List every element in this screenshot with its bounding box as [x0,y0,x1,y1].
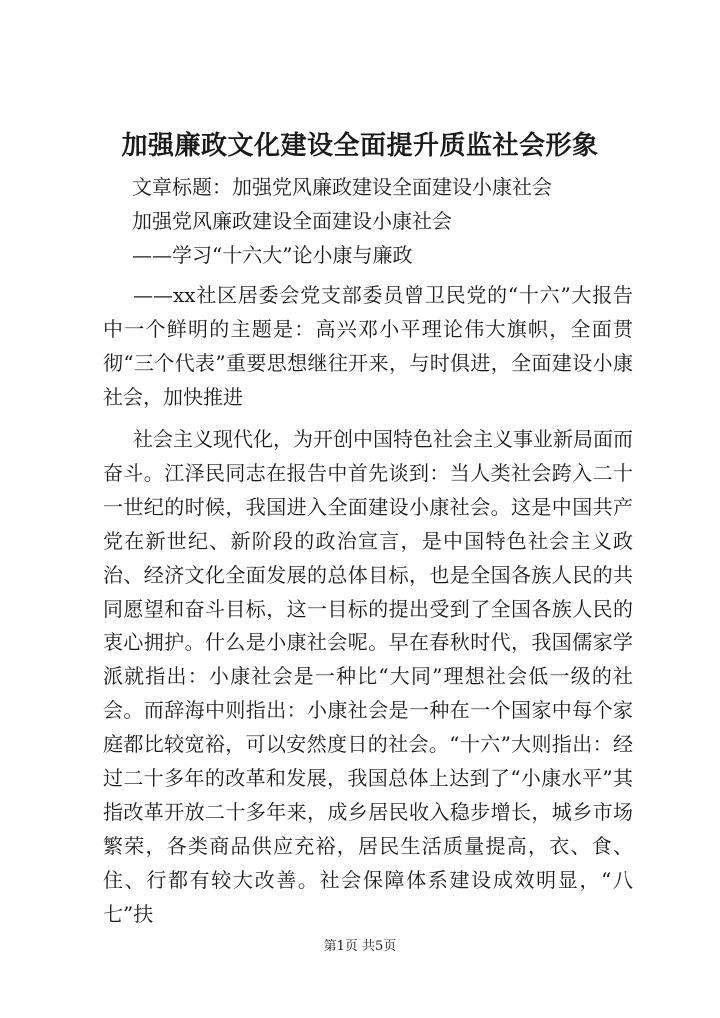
page-footer: 第1页 共5页 [323,939,397,954]
subheading: ——学习“十六大”论小康与廉政 [132,243,413,267]
paragraph-2: 社会主义现代化，为开创中国特色社会主义事业新局面而奋斗。江泽民同志在报告中首先谈到：当人类社会跨入二十一世纪的时候，我国进入全面建设小康社会。这是中国共产党在新世纪、新阶段的政治宣言，是中国特色社会主义政治、经济文化全面发展的总体目标，也是全国各族人民的共同愿望和奋斗目标，这一目标的提出受到了全国各族人民的衷心拥护。什么是小康社会呢。早在春秋时代，我国儒家学派就指出：小康社会是一种比“大同”理想社会低一级的社会。而辞海中则指出：小康社会是一种在一个国家中每个家庭都比较宽裕，可以安然度日的社会。“十六”大则指出：经过二十多年的改革和发展，我国总体上达到了“小康水平”其指改革开放二十多年来，成乡居民收入稳步增长，城乡市场繁荣，各类商品供应充裕，居民生活质量提高，衣、食、住、行都有较大改善。社会保障体系建设成效明显，“八七”扶 [103,427,633,926]
document-title: 加强廉政文化建设全面提升质监社会形象 [121,131,599,161]
paragraph-1: ——xx社区居委会党支部委员曾卫民党的“十六”大报告中一个鲜明的主题是：高兴邓小平理论伟大旗帜，全面贯彻“三个代表”重要思想继往开来，与时俱进，全面建设小康社会，加快推进 [103,283,633,409]
article-title-line: 文章标题：加强党风廉政建设全面建设小康社会 [132,175,552,199]
subtitle: 加强党风廉政建设全面建设小康社会 [132,209,452,233]
